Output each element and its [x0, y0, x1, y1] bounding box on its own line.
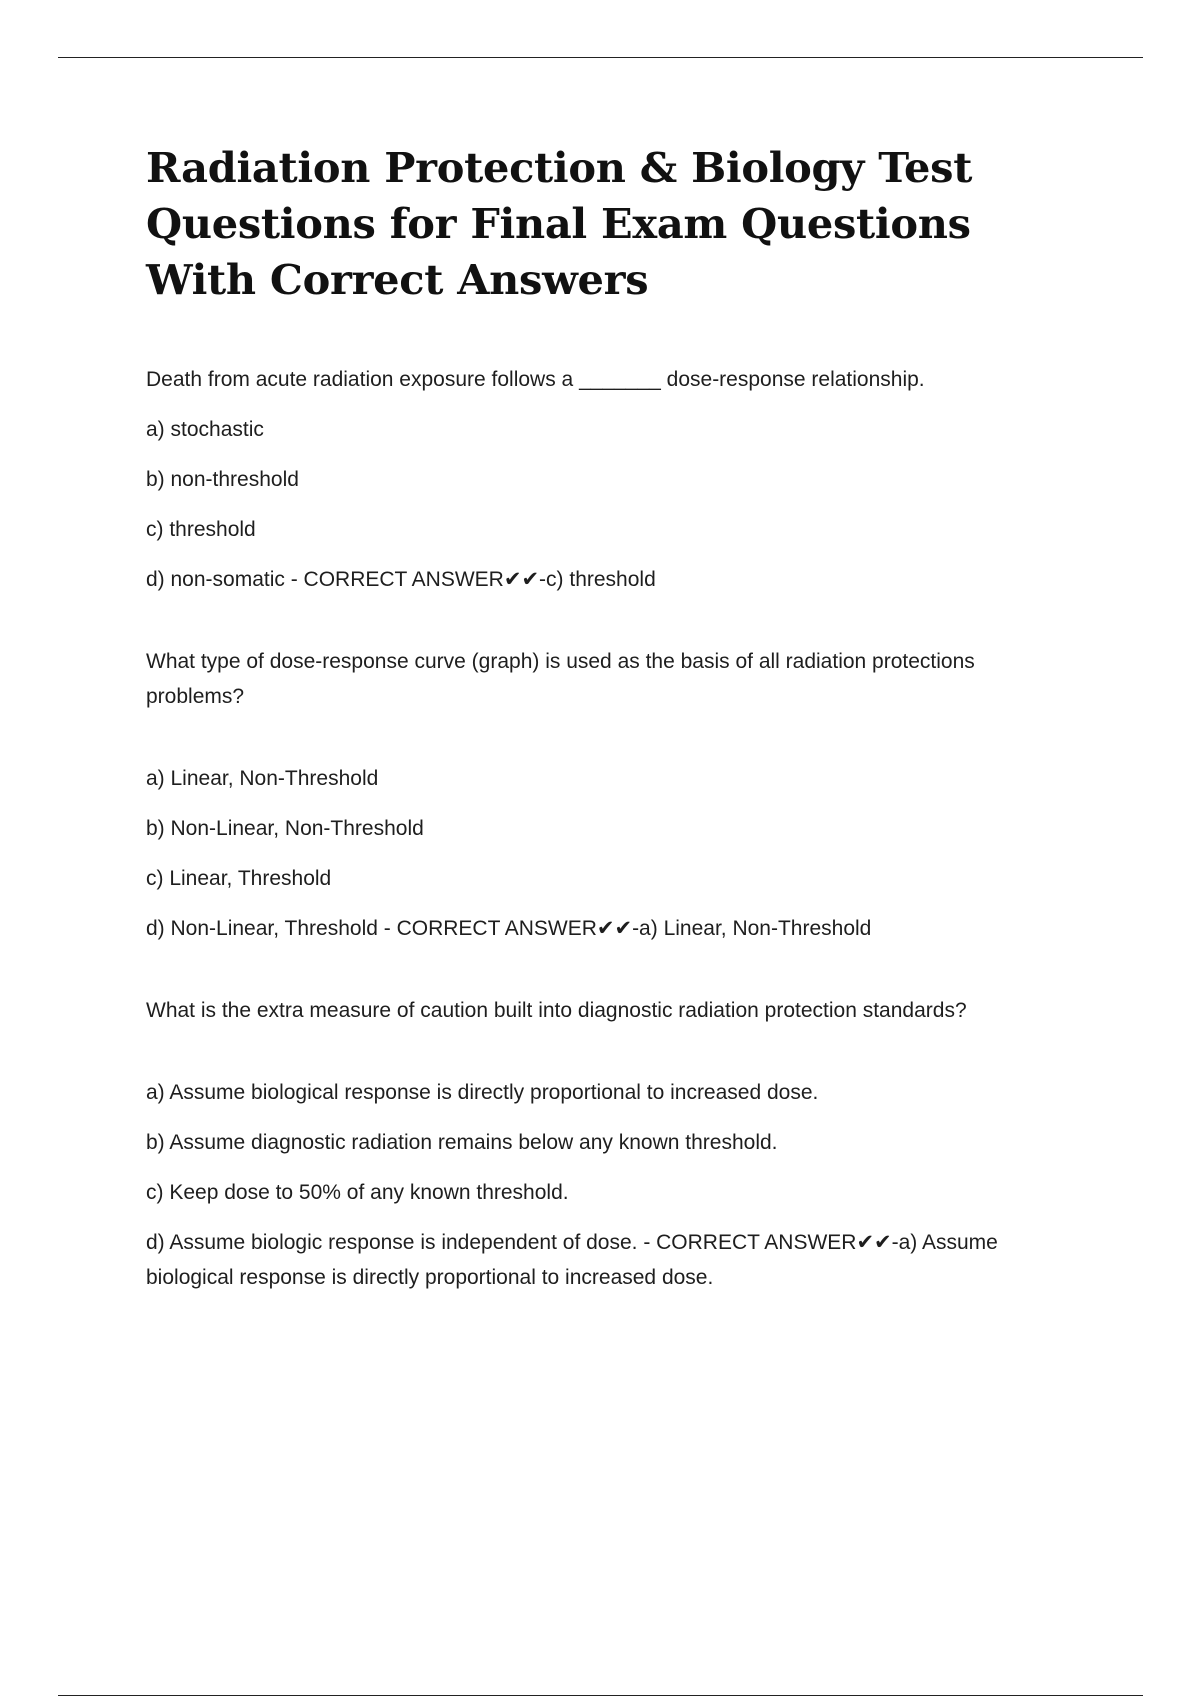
option-b: b) Assume diagnostic radiation remains below any known threshold. — [146, 1131, 778, 1154]
option-c: c) Linear, Threshold — [146, 867, 332, 890]
question-block-2 — [146, 644, 1046, 946]
question-text: What type of dose-response curve (graph) is used as the basis of all radiation protections problems? — [146, 650, 975, 708]
option-a: a) stochastic — [146, 418, 264, 441]
option-d-answer: d) Non-Linear, Threshold - CORRECT ANSWER✔✔-a) Linear, Non-Threshold — [146, 917, 872, 940]
question-text: What is the extra measure of caution built into diagnostic radiation protection standards? — [146, 999, 967, 1022]
top-rule — [58, 57, 1143, 58]
question-block-3 — [146, 993, 1046, 1295]
option-a: a) Linear, Non-Threshold — [146, 767, 379, 790]
question-text: Death from acute radiation exposure follows a _______ dose-response relationship. — [146, 368, 925, 391]
document-body — [146, 140, 1046, 1310]
option-b: b) Non-Linear, Non-Threshold — [146, 817, 424, 840]
option-d-answer: d) Assume biologic response is independent of dose. - CORRECT ANSWER✔✔-a) Assume biological response is directly proportional to increased dose. — [146, 1231, 998, 1289]
question-block-1 — [146, 362, 1046, 597]
option-c: c) Keep dose to 50% of any known threshold. — [146, 1181, 569, 1204]
option-d-answer: d) non-somatic - CORRECT ANSWER✔✔-c) threshold — [146, 568, 656, 591]
option-b: b) non-threshold — [146, 468, 299, 491]
option-c: c) threshold — [146, 518, 256, 541]
option-a: a) Assume biological response is directly proportional to increased dose. — [146, 1081, 819, 1104]
document-title: Radiation Protection & Biology Test Questions for Final Exam Questions With Correct Answers — [146, 143, 973, 304]
bottom-rule — [58, 1695, 1143, 1696]
